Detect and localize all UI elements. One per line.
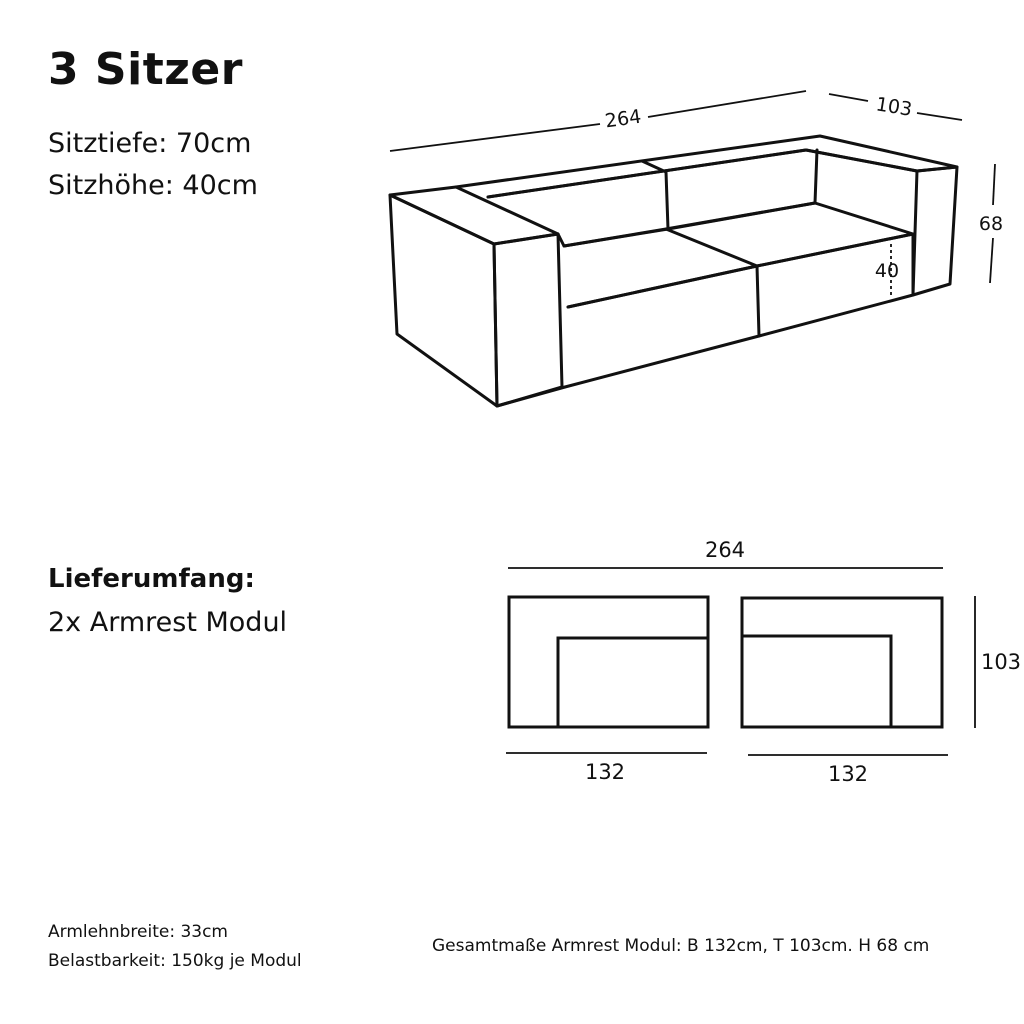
load-capacity-text: Belastbarkeit: 150kg je Modul [48,951,302,971]
backrest-top [456,136,957,197]
iso-depth-line-right [917,113,962,120]
iso-height-label: 68 [978,213,1004,235]
iso-depth-line-left [829,94,868,101]
module-dimensions-text: Gesamtmaße Armrest Modul: B 132cm, T 103cm. H 68 cm [432,936,930,956]
delivery-content: 2x Armrest Modul [48,607,288,638]
right-module-width-label: 132 [827,762,869,786]
iso-height-line-bottom [990,238,993,283]
left-module-width-label: 132 [584,760,626,784]
right-module-outline [742,598,942,727]
iso-sofa-drawing [390,136,957,406]
seat-top [564,229,757,307]
top-depth-label: 103 [980,650,1022,674]
left-armrest-front [494,234,562,406]
seat-front [565,266,759,387]
backrest-inner-front [488,150,806,197]
top-total-width-label: 264 [704,538,746,562]
right-armrest-front [913,167,957,295]
seat-height-text: Sitzhöhe: 40cm [48,170,258,201]
iso-dimension-lines [390,91,995,297]
delivery-heading: Lieferumfang: [48,564,255,594]
iso-width-line-right [648,91,806,117]
iso-width-line-left [390,124,600,151]
top-view-drawing [509,597,942,727]
page-title: 3 Sitzer [48,44,243,95]
seat-front-right [757,234,913,336]
armrest-width-text: Armlehnbreite: 33cm [48,922,228,942]
sofa-base [497,387,565,406]
left-armrest-side [390,195,497,406]
iso-seat-height-label: 40 [874,260,900,282]
seat-top-right [666,203,913,266]
iso-height-line-top [993,164,995,205]
iso-width-label: 264 [603,105,643,133]
iso-depth-label: 103 [874,93,914,121]
left-module-seat [558,638,708,727]
seat-depth-text: Sitztiefe: 70cm [48,128,252,159]
left-module-outline [509,597,708,727]
right-module-seat [742,636,891,727]
